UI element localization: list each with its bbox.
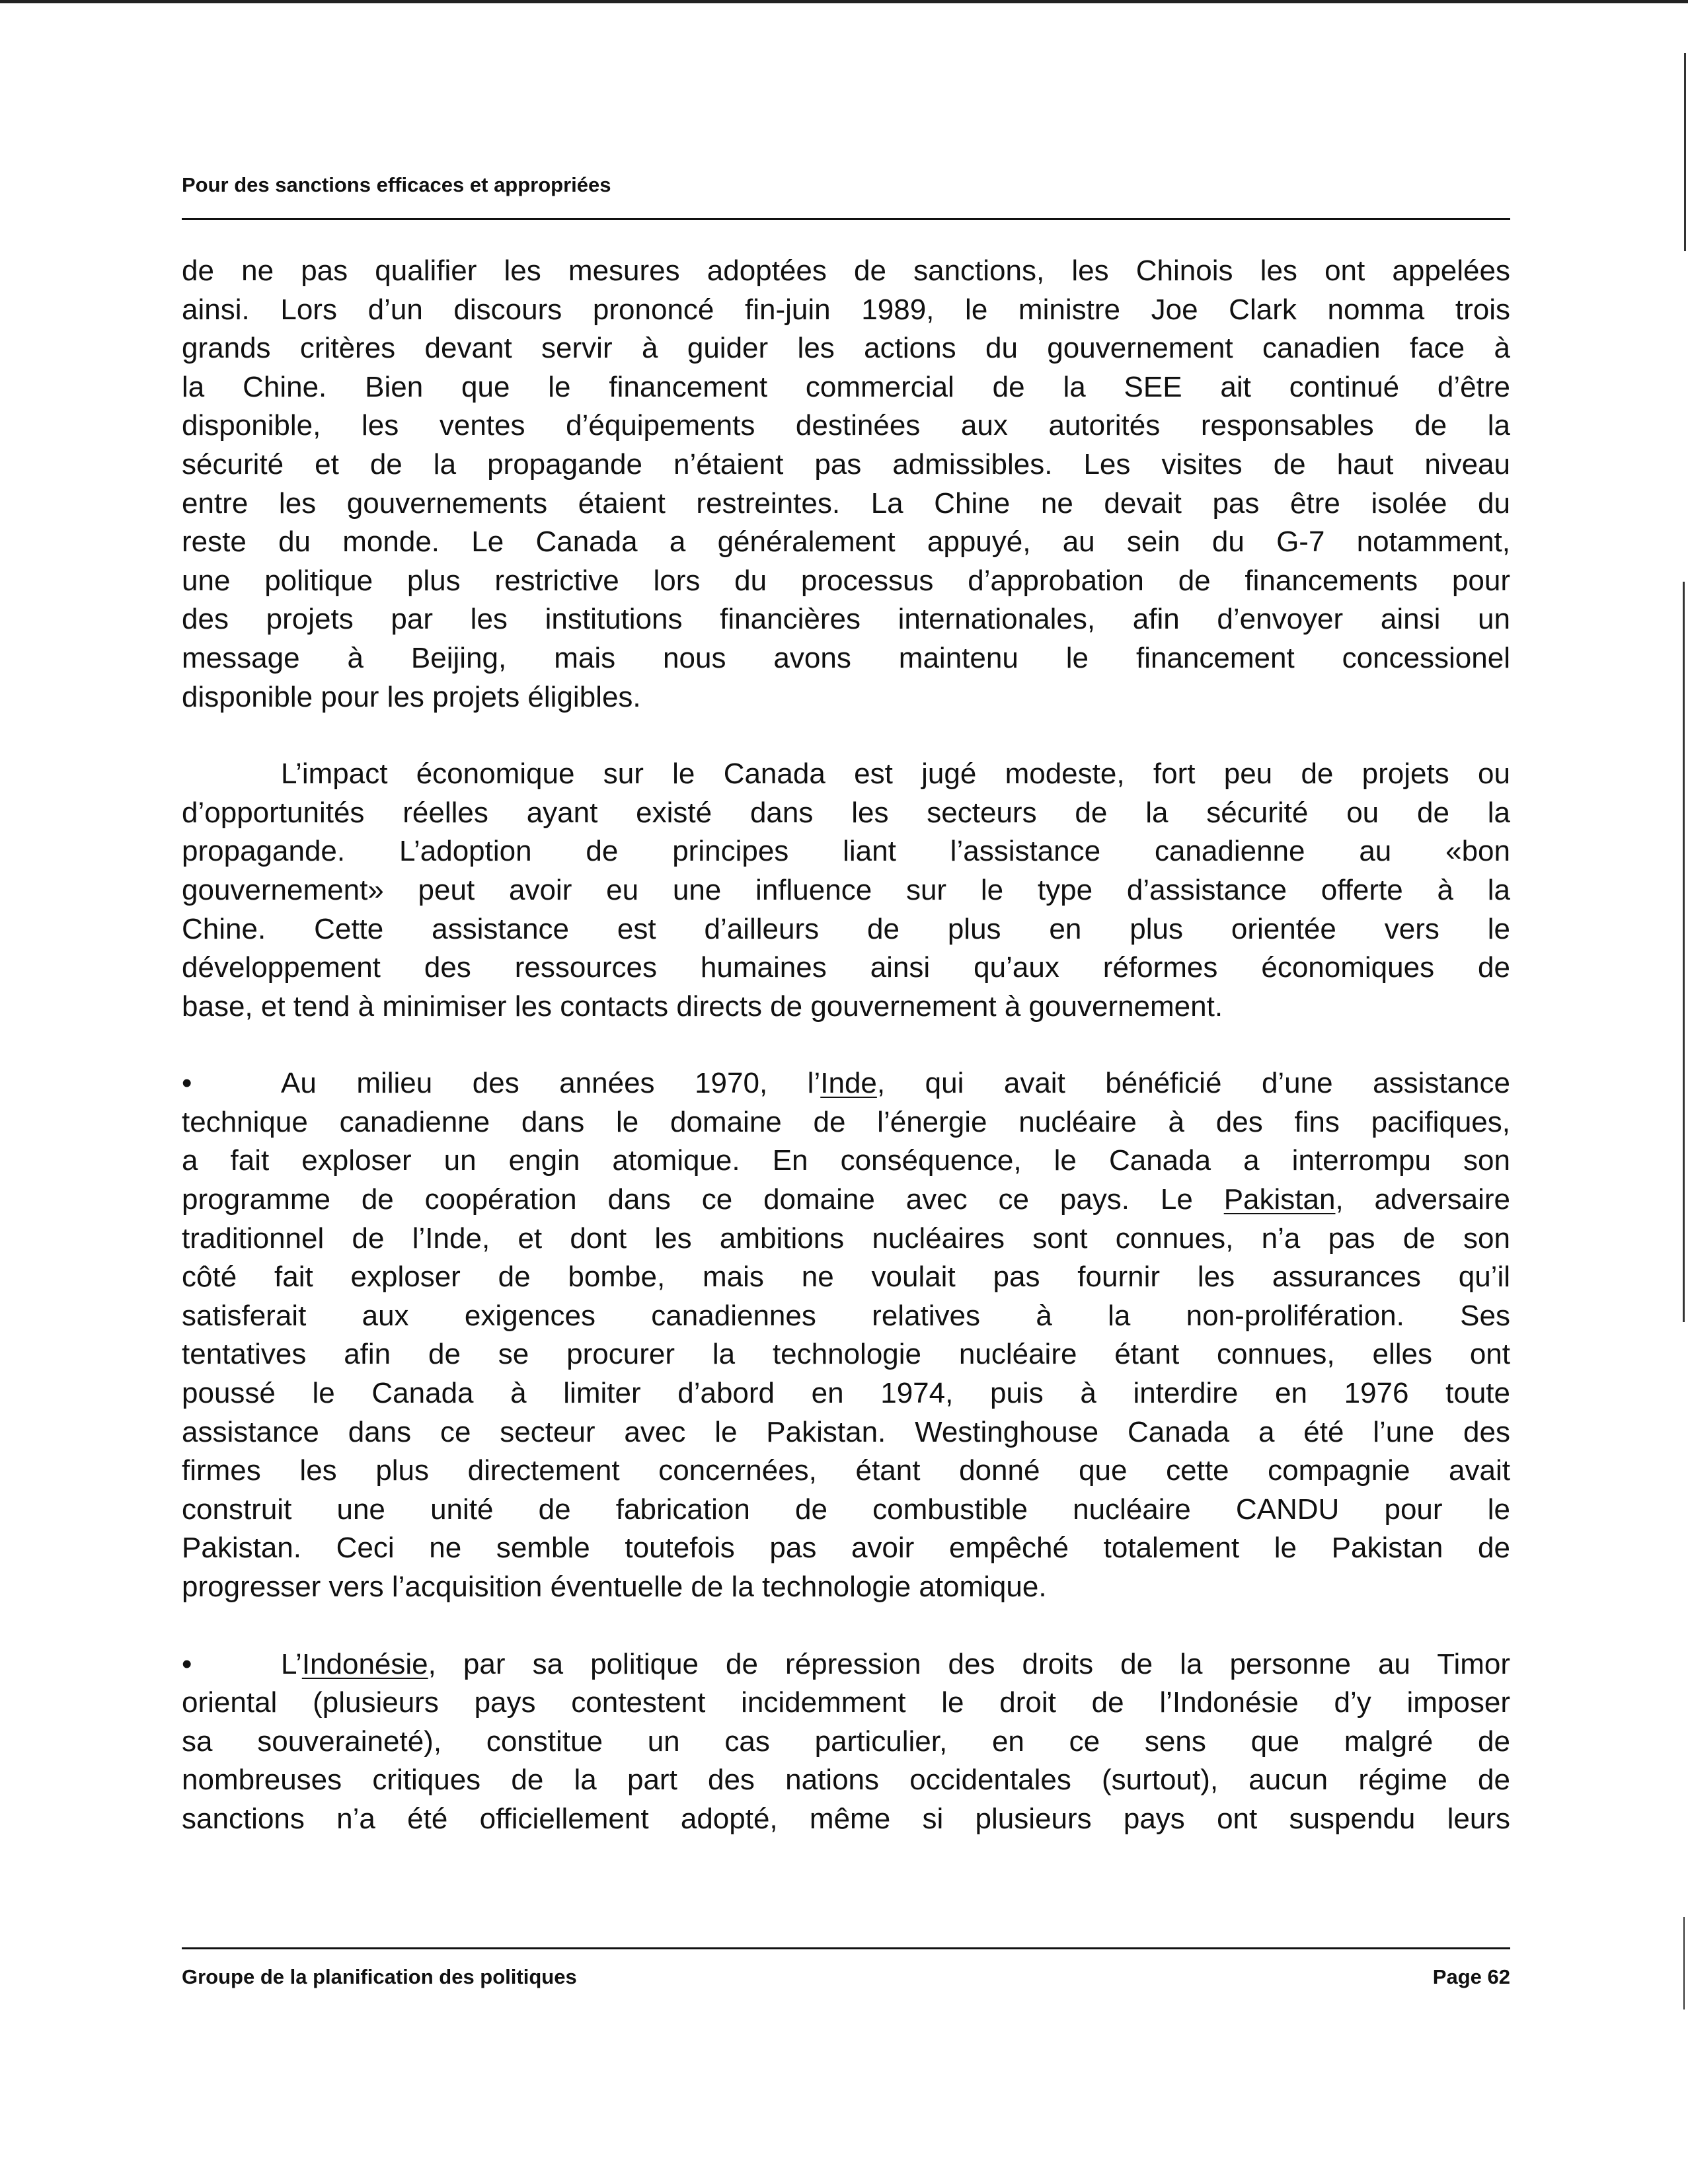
text-line: Pakistan. Ceci ne semble toutefois pas avoir empêché totalement le Pakistan de bbox=[182, 1532, 1510, 1565]
text-line: L’impact économique sur le Canada est jugé modeste, fort peu de projets ou bbox=[281, 758, 1510, 791]
running-header: Pour des sanctions efficaces et appropriées bbox=[182, 173, 611, 196]
paragraph-economic-impact bbox=[182, 755, 1510, 1026]
underlined-country-indonesie: Indonésie bbox=[301, 1647, 428, 1680]
text-line: côté fait exploser de bombe, mais ne voulait pas fournir les assurances qu’il bbox=[182, 1261, 1510, 1294]
text-line: programme de coopération dans ce domaine avec ce pays. Le Pakistan, adversaire bbox=[182, 1183, 1510, 1216]
text-line: des projets par les institutions financières internationales, afin d’envoyer ainsi un bbox=[182, 603, 1510, 636]
text-line: • L’Indonésie, par sa politique de répression des droits de la personne au Timor bbox=[182, 1645, 1510, 1684]
header-rule bbox=[182, 218, 1510, 220]
text-line: de ne pas qualifier les mesures adoptées de sanctions, les Chinois les ont appelées bbox=[182, 254, 1510, 287]
text-line: grands critères devant servir à guider les actions du gouvernement canadien face à bbox=[182, 332, 1510, 365]
text-line: disponible pour les projets éligibles. bbox=[182, 680, 641, 713]
text-line: firmes les plus directement concernées, étant donné que cette compagnie avait bbox=[182, 1454, 1510, 1487]
text-line: • Au milieu des années 1970, l’Inde, qui avait bénéficié d’une assistance bbox=[182, 1064, 1510, 1103]
text-line: sanctions n’a été officiellement adopté, même si plusieurs pays ont suspendu leurs bbox=[182, 1802, 1510, 1835]
text-line: Chine. Cette assistance est d’ailleurs de plus en plus orientée vers le bbox=[182, 912, 1510, 945]
bullet-icon: • bbox=[182, 1067, 192, 1100]
text-line: progresser vers l’acquisition éventuelle de la technologie atomique. bbox=[182, 1571, 1047, 1603]
bullet-indonesia bbox=[182, 1645, 1510, 1839]
text-line: assistance dans ce secteur avec le Pakistan. Westinghouse Canada a été l’une des bbox=[182, 1415, 1510, 1448]
text-line: sécurité et de la propagande n’étaient pas admissibles. Les visites de haut niveau bbox=[182, 448, 1510, 481]
page-footer bbox=[182, 1947, 1510, 1990]
text-line: la Chine. Bien que le financement commercial de la SEE ait continué d’être bbox=[182, 370, 1510, 403]
text-line: message à Beijing, mais nous avons maintenu le financement concessionel bbox=[182, 641, 1510, 674]
scan-top-edge bbox=[0, 0, 1688, 3]
text-line: entre les gouvernements étaient restreintes. La Chine ne devait pas être isolée du bbox=[182, 487, 1510, 520]
underlined-country-pakistan: Pakistan bbox=[1223, 1183, 1336, 1216]
underlined-country-inde: Inde bbox=[820, 1067, 877, 1100]
text-line: reste du monde. Le Canada a généralement appuyé, au sein du G-7 notamment, bbox=[182, 526, 1510, 559]
text-line: tentatives afin de se procurer la technologie nucléaire étant connues, elles ont bbox=[182, 1338, 1510, 1371]
scan-margin-line bbox=[1683, 1917, 1685, 2009]
bullet-india-pakistan bbox=[182, 1064, 1510, 1606]
text-line: construit une unité de fabrication de combustible nucléaire CANDU pour le bbox=[182, 1493, 1510, 1526]
text-line: poussé le Canada à limiter d’abord en 1974, puis à interdire en 1976 toute bbox=[182, 1377, 1510, 1410]
page-number: Page 62 bbox=[1432, 1965, 1510, 1988]
text-line: développement des ressources humaines ainsi qu’aux réformes économiques de bbox=[182, 951, 1510, 984]
bullet-icon: • bbox=[182, 1647, 192, 1680]
footer-organization: Groupe de la planification des politiques bbox=[182, 1965, 577, 1988]
text-line: une politique plus restrictive lors du processus d’approbation de financements pour bbox=[182, 564, 1510, 597]
text-line: traditionnel de l’Inde, et dont les ambitions nucléaires sont connues, n’a pas de son bbox=[182, 1222, 1510, 1255]
text-line: base, et tend à minimiser les contacts directs de gouvernement à gouvernement. bbox=[182, 990, 1223, 1023]
text-line: oriental (plusieurs pays contestent incidemment le droit de l’Indonésie d’y imposer bbox=[182, 1686, 1510, 1719]
paragraph-china-measures bbox=[182, 252, 1510, 717]
scan-margin-line bbox=[1683, 582, 1685, 1322]
footer-rule bbox=[182, 1947, 1510, 1949]
text-line: nombreuses critiques de la part des nations occidentales (surtout), aucun régime de bbox=[182, 1764, 1510, 1797]
text-line: sa souveraineté), constitue un cas particulier, en ce sens que malgré de bbox=[182, 1725, 1510, 1758]
text-line: technique canadienne dans le domaine de l’énergie nucléaire à des fins pacifiques, bbox=[182, 1105, 1510, 1138]
text-line: gouvernement» peut avoir eu une influence sur le type d’assistance offerte à la bbox=[182, 873, 1510, 906]
text-line: a fait exploser un engin atomique. En conséquence, le Canada a interrompu son bbox=[182, 1144, 1510, 1177]
text-line: propagande. L’adoption de principes liant l’assistance canadienne au «bon bbox=[182, 835, 1510, 868]
document-page bbox=[182, 172, 1510, 1877]
text-line: disponible, les ventes d’équipements destinées aux autorités responsables de la bbox=[182, 409, 1510, 442]
body-text bbox=[182, 252, 1510, 1839]
text-line: d’opportunités réelles ayant existé dans les secteurs de la sécurité ou de la bbox=[182, 796, 1510, 829]
text-line: ainsi. Lors d’un discours prononcé fin-juin 1989, le ministre Joe Clark nomma trois bbox=[182, 293, 1510, 326]
scan-margin-line bbox=[1684, 53, 1686, 251]
text-line: satisferait aux exigences canadiennes relatives à la non-prolifération. Ses bbox=[182, 1299, 1510, 1332]
